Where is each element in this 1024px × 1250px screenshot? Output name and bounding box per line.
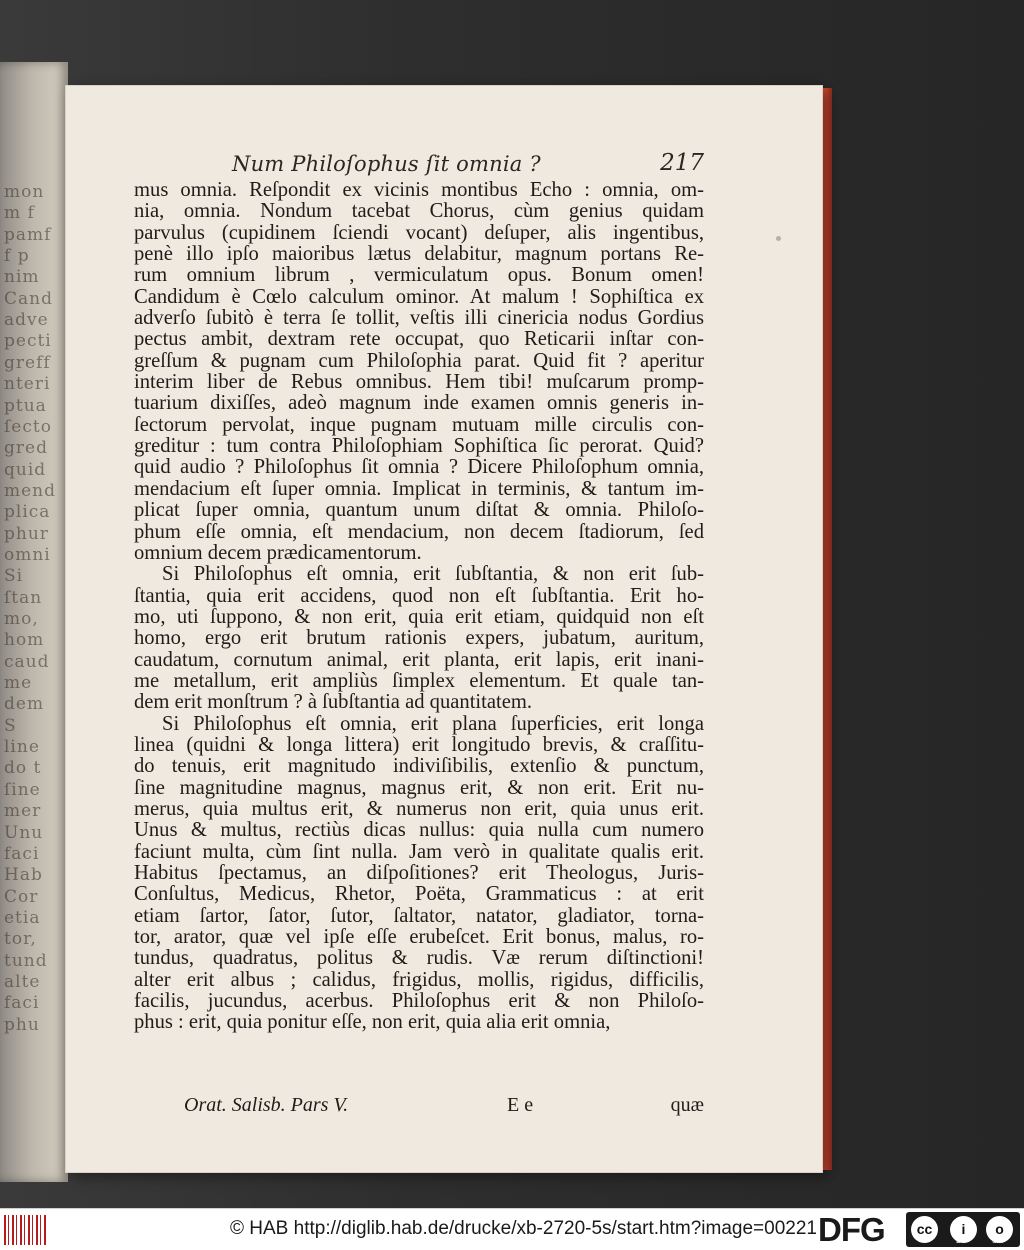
previous-page-text: pecti bbox=[4, 331, 52, 352]
previous-page-text: me bbox=[4, 673, 33, 694]
text-line: plicat ſuper omnia, quantum unum diſtat & omnia. Philoſo- bbox=[134, 499, 704, 522]
text-line: mo, uti ſuppono, & non erit, quia erit etiam, quidquid non eſt bbox=[134, 605, 704, 628]
text-line: Si Philoſophus eſt omnia, erit ſubſtantia, & non erit ſub- bbox=[162, 563, 704, 586]
text-line: phum eſſe omnia, eſt mendacium, non decem ſtadiorum, ſed bbox=[134, 520, 704, 543]
book-page bbox=[66, 86, 822, 1172]
copyright-link[interactable]: © HAB http://diglib.hab.de/drucke/xb-2720-5s/start.htm?image=00221 bbox=[230, 1218, 817, 1239]
previous-page-text: mo, bbox=[4, 609, 39, 629]
text-line: Si Philoſophus eſt omnia, erit plana ſuperficies, erit longa bbox=[162, 712, 704, 735]
previous-page-text: phu bbox=[4, 1014, 40, 1035]
previous-page-text: faci bbox=[4, 993, 40, 1014]
paper-speck bbox=[776, 236, 781, 241]
previous-page-text: tund bbox=[4, 950, 48, 971]
previous-page-text: mon bbox=[4, 182, 45, 202]
catchword: quæ bbox=[670, 1094, 704, 1116]
previous-page-text: etia bbox=[4, 907, 41, 928]
text-line: interim liber de Rebus omnibus. Hem tibi! muſcarum promp- bbox=[134, 371, 704, 394]
text-line: do tenuis, erit magnitudo indiviſibilis, extenſio & punctum, bbox=[134, 755, 704, 778]
text-line: pectus ambit, dextram rete occupat, quo Reticarii inſtar con- bbox=[134, 328, 704, 351]
text-line: tundus, quadratus, politus & rudis. Væ rerum diſtinctioni! bbox=[134, 947, 704, 970]
cc-icon: cc bbox=[911, 1216, 938, 1243]
text-line: rum omnium librum , vermiculatum opus. Bonum omen! bbox=[134, 264, 704, 287]
text-line: faciunt multa, cùm ſint nulla. Jam verò in qualitate qualis erit. bbox=[134, 840, 704, 863]
page-number: 217 bbox=[660, 150, 704, 176]
text-line: nia, omnia. Nondum tacebat Chorus, cùm genius quidam bbox=[134, 200, 704, 223]
text-line: linea (quidni & longa littera) erit longitudo brevis, & craſſitu- bbox=[134, 733, 704, 756]
previous-page-text: quid bbox=[4, 459, 47, 480]
text-line: ſtantia, quia erit accidens, quod non eſt ſubſtantia. Erit ho- bbox=[134, 584, 704, 607]
text-line: greſſum & pugnam cum Philoſophia parat. Quid fit ? aperitur bbox=[134, 349, 704, 372]
previous-page-text: alte bbox=[4, 971, 41, 992]
previous-page-text: tor, bbox=[4, 929, 37, 950]
body-text bbox=[134, 180, 704, 1034]
text-line: penè illo ipſo maioribus lætus delabitur, magnum portans Re- bbox=[134, 243, 704, 266]
previous-page-text: nteri bbox=[4, 374, 51, 395]
text-line: caudatum, cornutum animal, erit planta, erit lapis, erit inani- bbox=[134, 648, 704, 671]
text-line: adverſo ſubitò è terra ſe tollit, veſtis illi cinericia nodus Gordius bbox=[134, 307, 704, 330]
page-footer bbox=[134, 1094, 704, 1120]
previous-page-text: pamf bbox=[4, 224, 52, 245]
text-line: Habitus ſpectamus, an diſpoſitiones? erit Theologus, Juris- bbox=[134, 862, 704, 884]
previous-page-text: line bbox=[4, 737, 40, 758]
previous-page-edge bbox=[0, 62, 68, 1182]
text-line: merus, quia multus erit, & numerus non erit, quia unus erit. bbox=[134, 797, 704, 820]
previous-page-text: S bbox=[4, 715, 17, 736]
text-line: mendacium eſt ſuper omnia. Implicat in terminis, & tantum im- bbox=[134, 477, 704, 500]
previous-page-text: ſecto bbox=[4, 416, 52, 437]
text-line: me metallum, erit ampliùs ſimplex elementum. Et quale tan- bbox=[134, 669, 704, 692]
text-line: Unus & multus, rectiùs dicas nullus: quia nulla cum numero bbox=[134, 819, 704, 842]
previous-page-text: do t bbox=[4, 758, 42, 779]
previous-page-text: mend bbox=[4, 480, 57, 501]
text-line: mus omnia. Reſpondit ex vicinis montibus Echo : omnia, om- bbox=[134, 179, 704, 201]
previous-page-text: gred bbox=[4, 438, 48, 459]
cc-sa-label: SA bbox=[992, 1236, 1003, 1245]
previous-page-text: mer bbox=[4, 801, 42, 822]
text-line: alter erit albus ; calidus, frigidus, mollis, rigidus, difficilis, bbox=[134, 968, 704, 991]
barcode-icon bbox=[4, 1215, 46, 1245]
previous-page-text: m f bbox=[4, 203, 35, 224]
previous-page-text: omni bbox=[4, 544, 51, 565]
previous-page-text: hom bbox=[4, 630, 45, 651]
previous-page-text: Hab bbox=[4, 865, 43, 886]
creative-commons-badge[interactable] bbox=[906, 1212, 1020, 1247]
text-line: quid audio ? Philoſophus ſit omnia ? Dicere Philoſophum omnia, bbox=[134, 456, 704, 479]
previous-page-text: Cand bbox=[4, 288, 53, 309]
text-line: ſine magnitudine magnus, magnus erit, & non erit. Erit nu- bbox=[134, 776, 704, 799]
text-line: Candidum è Cœlo calculum ominor. At malum ! Sophiſtica ex bbox=[134, 285, 704, 308]
previous-page-text: nim bbox=[4, 267, 40, 288]
previous-page-text: f p bbox=[4, 246, 30, 267]
text-line: tuarium dixiſſes, adeò magnum inde examen omnis generis in- bbox=[134, 392, 704, 415]
previous-page-text: Si bbox=[4, 566, 24, 587]
previous-page-text: greff bbox=[4, 352, 51, 373]
page-header bbox=[134, 152, 704, 182]
previous-page-text: adve bbox=[4, 310, 49, 331]
viewer-footer-bar bbox=[0, 1208, 1024, 1250]
previous-page-text: ſtan bbox=[4, 587, 43, 608]
attribution-icon: i bbox=[950, 1216, 977, 1243]
text-line: parvulus (cupidinem ſciendi vocant) deſuper, alis ingentibus, bbox=[134, 221, 704, 244]
previous-page-text: ptua bbox=[4, 395, 47, 416]
text-line: etiam ſartor, ſator, ſutor, ſaltator, natator, gladiator, torna- bbox=[134, 904, 704, 927]
signature-mark: Orat. Salisb. Pars V. bbox=[184, 1094, 349, 1116]
running-head: Num Philoſophus ſit omnia ? bbox=[232, 152, 541, 176]
previous-page-text: plica bbox=[4, 502, 51, 523]
text-line: Conſultus, Medicus, Rhetor, Poëta, Grammaticus : at erit bbox=[134, 883, 704, 906]
text-line: ſectorum pervolat, inque pugnam mutuam mille circulis con- bbox=[134, 413, 704, 436]
text-line: greditur : tum contra Philoſophiam Sophiſtica ſic perorat. Quid? bbox=[134, 435, 704, 458]
cc-by-label: BY bbox=[956, 1236, 967, 1245]
previous-page-text: ſine bbox=[4, 779, 41, 800]
text-line: phus : erit, quia ponitur eſſe, non erit, quia alia erit omnia, bbox=[134, 1011, 611, 1034]
text-line: dem erit monſtrum ? à ſubſtantia ad quantitatem. bbox=[134, 691, 533, 714]
previous-page-text: dem bbox=[4, 694, 45, 715]
text-line: tor, arator, quæ vel ipſe eſſe erubeſcet. Erit bonus, malus, ro- bbox=[134, 926, 704, 949]
previous-page-text: phur bbox=[4, 523, 49, 544]
previous-page-text: Cor bbox=[4, 886, 39, 907]
text-line: omnium decem prædicamentorum. bbox=[134, 541, 422, 564]
share-alike-icon: o bbox=[986, 1216, 1013, 1243]
previous-page-text: Unu bbox=[4, 822, 44, 843]
text-line: homo, ergo erit brutum rationis expers, jubatum, auritum, bbox=[134, 627, 704, 650]
signature-letters: E e bbox=[507, 1094, 534, 1116]
text-line: facilis, jucundus, acerbus. Philoſophus erit & non Philoſo- bbox=[134, 990, 704, 1013]
previous-page-text: caud bbox=[4, 651, 50, 672]
dfg-logo: DFG bbox=[818, 1211, 885, 1248]
previous-page-text: faci bbox=[4, 843, 40, 864]
